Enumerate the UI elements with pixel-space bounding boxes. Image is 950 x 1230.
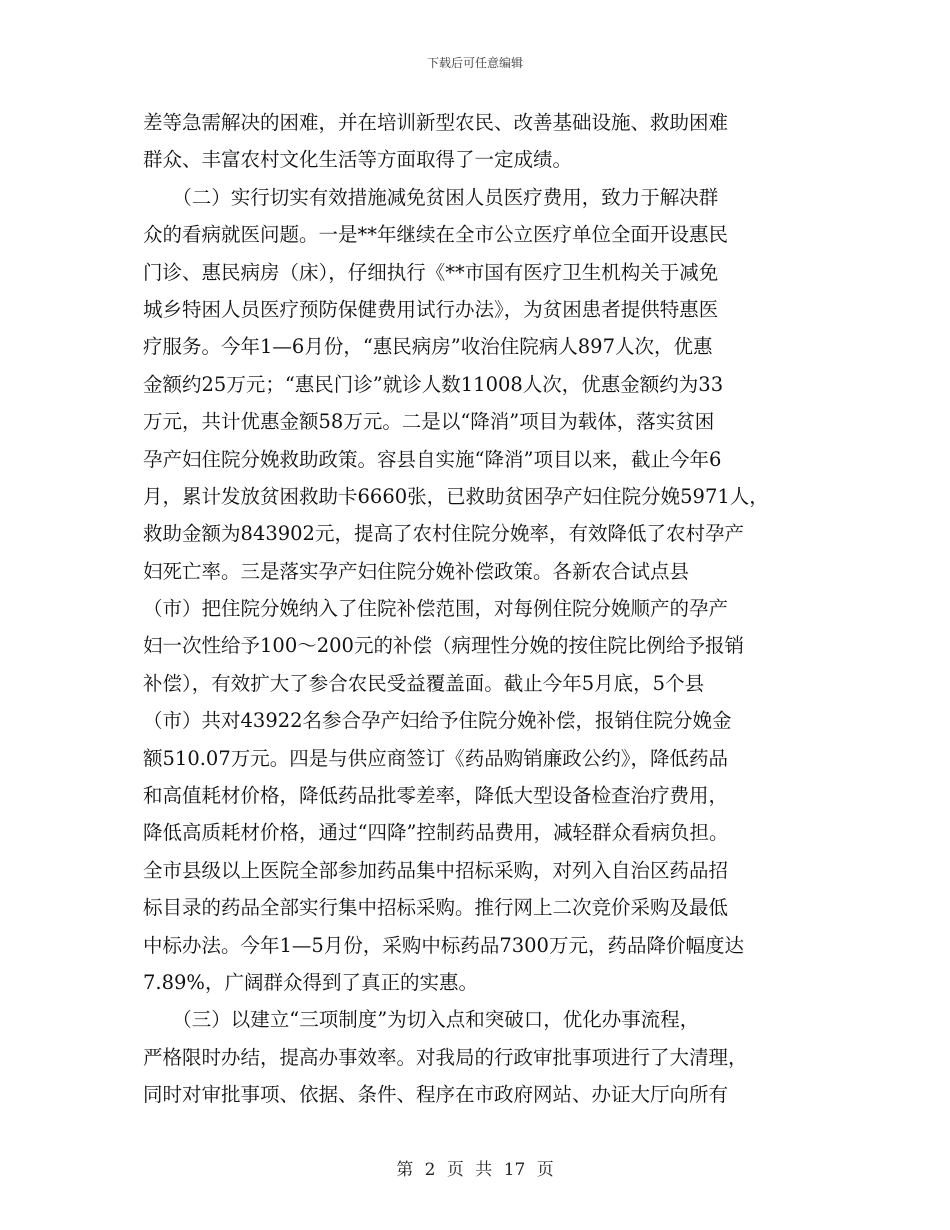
- text-line: 妇死亡率。三是落实孕产妇住院分娩补偿政策。各新农合试点县: [143, 559, 690, 583]
- text-line: 降低高质耗材价格，通过“四降”控制药品费用，减轻群众看病负担。: [143, 821, 729, 845]
- text-line: （三）以建立“三项制度”为切入点和突破口，优化办事流程，: [143, 1008, 700, 1032]
- text-line: 中标办法。今年1—5月份，采购中标药品7300万元，药品降价幅度达: [143, 933, 744, 957]
- text-line: 金额约25万元；“惠民门诊”就诊人数11008人次，优惠金额约为33: [143, 372, 724, 396]
- text-line: 额510.07万元。四是与供应商签订《药品购销廉政公约》，降低药品: [143, 746, 728, 770]
- text-line: 门诊、惠民病房（床），仔细执行《**市国有医疗卫生机构关于减免: [143, 260, 719, 284]
- text-line: 严格限时办结，提高办事效率。对我局的行政审批事项进行了大清理，: [143, 1045, 748, 1069]
- text-line: 孕产妇住院分娩救助政策。容县自实施“降消”项目以来，截止今年6: [143, 447, 722, 471]
- text-line: 标目录的药品全部实行集中招标采购。推行网上二次竞价采购及最低: [143, 896, 729, 920]
- text-line: （市）把住院分娩纳入了住院补偿范围，对每例住院分娩顺产的孕产: [143, 597, 729, 621]
- document-body: [143, 104, 823, 1114]
- text-line: 城乡特困人员医疗预防保健费用试行办法》，为贫困患者提供特惠医: [143, 297, 719, 321]
- text-line: 疗服务。今年1—6月份，“惠民病房”收治住院病人897人次，优惠: [143, 335, 713, 359]
- text-line: 万元，共计优惠金额58万元。二是以“降消”项目为载体，落实贫困: [143, 410, 715, 434]
- page-header: 下载后可任意编辑: [426, 56, 523, 70]
- text-line: （市）共对43922名参合孕产妇给予住院分娩补偿，报销住院分娩金: [143, 709, 732, 733]
- page-number-footer: 第 2 页 共 17 页: [396, 1160, 554, 1180]
- text-line: 和高值耗材价格，降低药品批零差率，降低大型设备检查治疗费用，: [143, 784, 729, 808]
- text-line: 7.89%，广阔群众得到了真正的实惠。: [143, 970, 478, 994]
- text-line: 救助金额为843902元，提高了农村住院分娩率，有效降低了农村孕产: [143, 522, 744, 546]
- text-line: 同时对审批事项、依据、条件、程序在市政府网站、办证大厅向所有: [143, 1083, 729, 1107]
- text-line: 差等急需解决的困难，并在培训新型农民、改善基础设施、救助困难: [143, 111, 729, 134]
- text-line: 全市县级以上医院全部参加药品集中招标采购，对列入自治区药品招: [143, 858, 729, 882]
- text-line: 补偿），有效扩大了参合农民受益覆盖面。截止今年5月底，5个县: [143, 671, 705, 695]
- text-line: 群众、丰富农村文化生活等方面取得了一定成绩。: [143, 148, 573, 172]
- text-line: 众的看病就医问题。一是**年继续在全市公立医疗单位全面开设惠民: [143, 223, 729, 247]
- text-line: 月，累计发放贫困救助卡6660张，已救助贫困孕产妇住院分娩5971人，: [143, 484, 769, 508]
- text-line: （二）实行切实有效措施减免贫困人员医疗费用，致力于解决群: [143, 185, 719, 209]
- text-line: 妇一次性给予100～200元的补偿（病理性分娩的按住院比例给予报销: [143, 634, 744, 658]
